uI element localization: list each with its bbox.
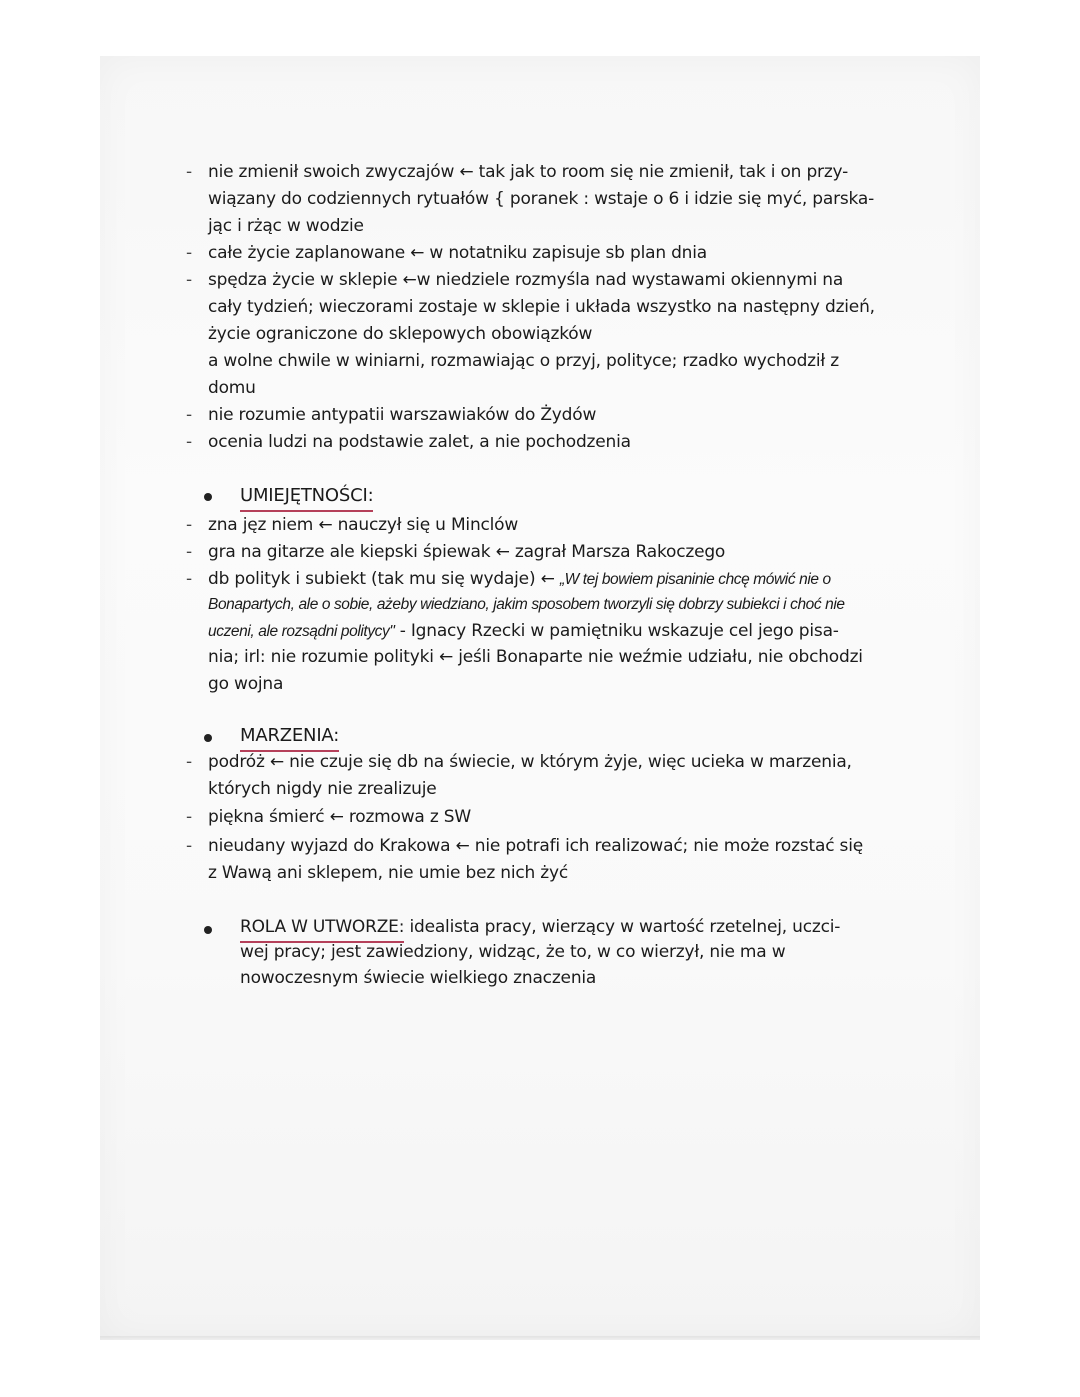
list-dash: - (186, 752, 192, 772)
trait-line: nie rozumie antypatii warszawiaków do Żydów (208, 405, 597, 425)
bullet-icon (204, 734, 212, 742)
trait-line: a wolne chwile w winiarni, rozmawiając o przyj, polityce; rzadko wychodził z (208, 351, 839, 371)
trait-line: nie zmienił swoich zwyczajów ← tak jak to room się nie zmienił, tak i on przy- (208, 162, 849, 182)
skill-text: - Ignacy Rzecki w pamiętniku wskazuje cel jego pisa- (394, 621, 839, 641)
paper-edge-shadow (100, 1336, 980, 1340)
quote-line: Bonapartych, ale o sobie, ażeby wiedziano, jakim sposobem tworzyli się dobrzy subiekci i choć nie (208, 596, 845, 613)
trait-line: cały tydzień; wieczorami zostaje w sklepie i układa wszystko na następny dzień, (208, 297, 875, 317)
trait-line: jąc i rżąc w wodzie (208, 216, 364, 236)
role-line: wej pracy; jest zawiedziony, widząc, że to, w co wierzył, nie ma w (240, 942, 786, 962)
skill-item (208, 619, 839, 644)
bullet-icon (204, 493, 212, 501)
trait-line: wiązany do codziennych rytuałów { poranek : wstaje o 6 i idzie się myć, parska- (208, 189, 875, 209)
list-dash: - (186, 162, 192, 182)
trait-line: życie ograniczone do sklepowych obowiązków (208, 324, 593, 344)
list-dash: - (186, 432, 192, 452)
dream-item: piękna śmierć ← rozmowa z SW (208, 807, 471, 827)
skill-line: go wojna (208, 674, 284, 694)
trait-line: ocenia ludzi na podstawie zalet, a nie pochodzenia (208, 432, 631, 452)
list-dash: - (186, 569, 192, 589)
list-dash: - (186, 807, 192, 827)
dreams-heading (240, 723, 339, 752)
skills-heading-text: UMIEJĘTNOŚCI: (240, 483, 373, 512)
skill-item: zna jęz niem ← nauczył się u Minclów (208, 515, 519, 535)
skill-item (208, 567, 831, 592)
dream-item: podróż ← nie czuje się db na świecie, w którym żyje, więc ucieka w marzenia, (208, 752, 852, 772)
dreams-heading-text: MARZENIA: (240, 723, 339, 752)
quote-text: uczeni, ale rozsądni politycy" (208, 623, 395, 640)
role-text: idealista pracy, wierzący w wartość rzetelnej, uczci- (404, 917, 841, 937)
quote-text: „W tej bowiem pisaninie chcę mówić nie o (559, 571, 831, 588)
dream-line: których nigdy nie zrealizuje (208, 779, 437, 799)
list-dash: - (186, 836, 192, 856)
list-dash: - (186, 270, 192, 290)
list-dash: - (186, 405, 192, 425)
skill-text: db polityk i subiekt (tak mu się wydaje) ← (208, 569, 560, 589)
list-dash: - (186, 515, 192, 535)
skill-item: gra na gitarze ale kiepski śpiewak ← zagrał Marsza Rakoczego (208, 542, 726, 562)
role-line: nowoczesnym świecie wielkiego znaczenia (240, 968, 597, 988)
dream-line: z Wawą ani sklepem, nie umie bez nich żyć (208, 863, 569, 883)
list-dash: - (186, 542, 192, 562)
bullet-icon (204, 926, 212, 934)
skills-heading (240, 483, 373, 512)
skill-line: nia; irl: nie rozumie polityki ← jeśli Bonaparte nie weźmie udziału, nie obchodzi (208, 647, 863, 667)
list-dash: - (186, 243, 192, 263)
trait-line: całe życie zaplanowane ← w notatniku zapisuje sb plan dnia (208, 243, 707, 263)
role-heading-text: ROLA W UTWORZE: (240, 914, 404, 943)
role-heading (240, 914, 840, 943)
dream-item: nieudany wyjazd do Krakowa ← nie potrafi ich realizować; nie może rozstać się (208, 836, 863, 856)
trait-line: spędza życie w sklepie ←w niedziele rozmyśla nad wystawami okiennymi na (208, 270, 844, 290)
trait-line: domu (208, 378, 256, 398)
